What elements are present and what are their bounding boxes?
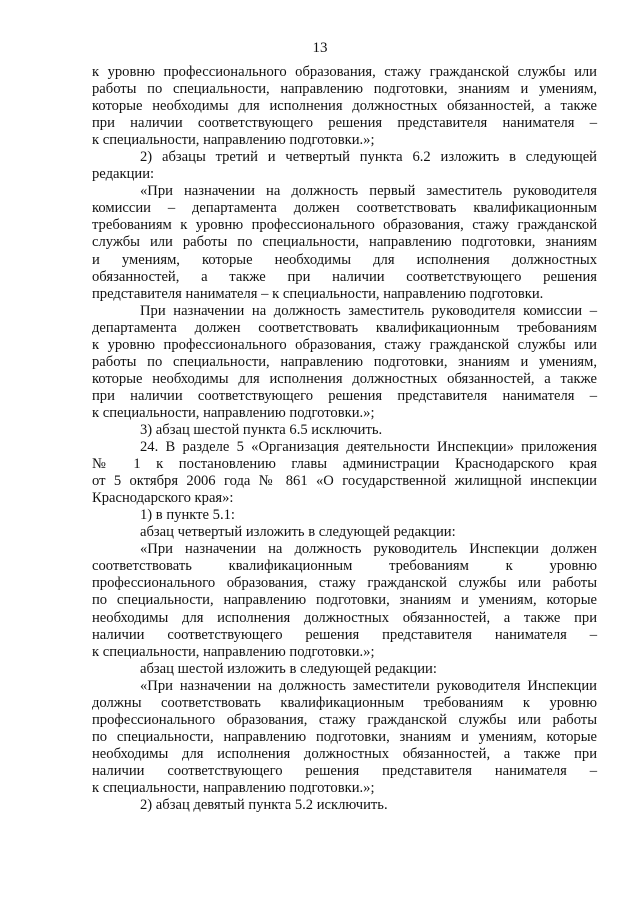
document-body — [92, 64, 597, 814]
text-line: комиссии – департамента должен соответствовать квалификационным — [92, 200, 597, 217]
text-line: работы по специальности, направлению подготовки, знаниям и умениям, — [92, 81, 597, 98]
text-line: при наличии соответствующего решения представителя нанимателя – — [92, 387, 597, 404]
text-line: профессионального образования, стажу гражданской службы или работы — [92, 711, 597, 728]
text-line: абзац шестой изложить в следующей редакции: — [140, 660, 437, 677]
text-line: «При назначении на должность руководитель Инспекции должен — [140, 541, 597, 558]
page-number: 13 — [312, 40, 328, 56]
text-line: к уровню профессионального образования, стажу гражданской службы или — [92, 336, 597, 353]
text-line: При назначении на должность заместитель руководителя комиссии – — [140, 302, 597, 319]
text-line: 2) абзацы третий и четвертый пункта 6.2 изложить в следующей — [140, 149, 597, 166]
text-line: профессионального образования, стажу гражданской службы или работы — [92, 575, 597, 592]
text-line: работы по специальности, направлению подготовки, знаниям и умениям, — [92, 353, 597, 370]
text-line: должны соответствовать квалификационным требованиям к уровню — [92, 694, 597, 711]
text-line: обязанностей, а также при наличии соответствующего решения — [92, 268, 597, 285]
text-line: «При назначении на должность первый заместитель руководителя — [140, 183, 597, 200]
text-line: 24. В разделе 5 «Организация деятельности Инспекции» приложения — [140, 439, 597, 456]
text-line: наличии соответствующего решения представителя нанимателя – — [92, 626, 597, 643]
text-line: соответствовать квалификационным требованиям к уровню — [92, 558, 597, 575]
text-line: необходимы для исполнения должностных обязанностей, а также при — [92, 745, 597, 762]
text-line: по специальности, направлению подготовки, знаниям и умениям, которые — [92, 728, 597, 745]
text-line: которые необходимы для исполнения должностных обязанностей, а также — [92, 98, 597, 115]
text-line: департамента должен соответствовать квалификационным требованиям — [92, 319, 597, 336]
text-line: № 1 к постановлению главы администрации Краснодарского края — [92, 456, 597, 473]
text-line: по специальности, направлению подготовки, знаниям и умениям, которые — [92, 592, 597, 609]
text-line: которые необходимы для исполнения должностных обязанностей, а также — [92, 370, 597, 387]
text-line: требованиям к уровню профессионального образования, стажу гражданской — [92, 217, 597, 234]
text-line: 2) абзац девятый пункта 5.2 исключить. — [140, 797, 388, 814]
text-line: представителя нанимателя – к специальности, направлению подготовки. — [92, 285, 544, 302]
text-line: необходимы для исполнения должностных обязанностей, а также при — [92, 609, 597, 626]
text-line: к специальности, направлению подготовки.»; — [92, 132, 375, 149]
text-line: редакции: — [92, 166, 155, 183]
text-line: к уровню профессионального образования, стажу гражданской службы или — [92, 64, 597, 80]
text-line: абзац четвертый изложить в следующей редакции: — [140, 524, 456, 541]
text-line: «При назначении на должность заместители руководителя Инспекции — [140, 677, 597, 694]
text-line: Краснодарского края»: — [92, 490, 234, 507]
text-line: и умениям, которые необходимы для исполнения должностных — [92, 251, 597, 268]
text-line: при наличии соответствующего решения представителя нанимателя – — [92, 115, 597, 132]
text-line: 1) в пункте 5.1: — [140, 507, 235, 524]
text-line: к специальности, направлению подготовки.»; — [92, 643, 375, 660]
text-line: 3) абзац шестой пункта 6.5 исключить. — [140, 421, 383, 438]
text-line: наличии соответствующего решения представителя нанимателя – — [92, 762, 597, 779]
text-line: к специальности, направлению подготовки.»; — [92, 404, 375, 421]
text-line: к специальности, направлению подготовки.»; — [92, 779, 375, 796]
text-line: службы или работы по специальности, направлению подготовки, знаниям — [92, 234, 597, 251]
text-line: от 5 октября 2006 года № 861 «О государственной жилищной инспекции — [92, 473, 597, 490]
